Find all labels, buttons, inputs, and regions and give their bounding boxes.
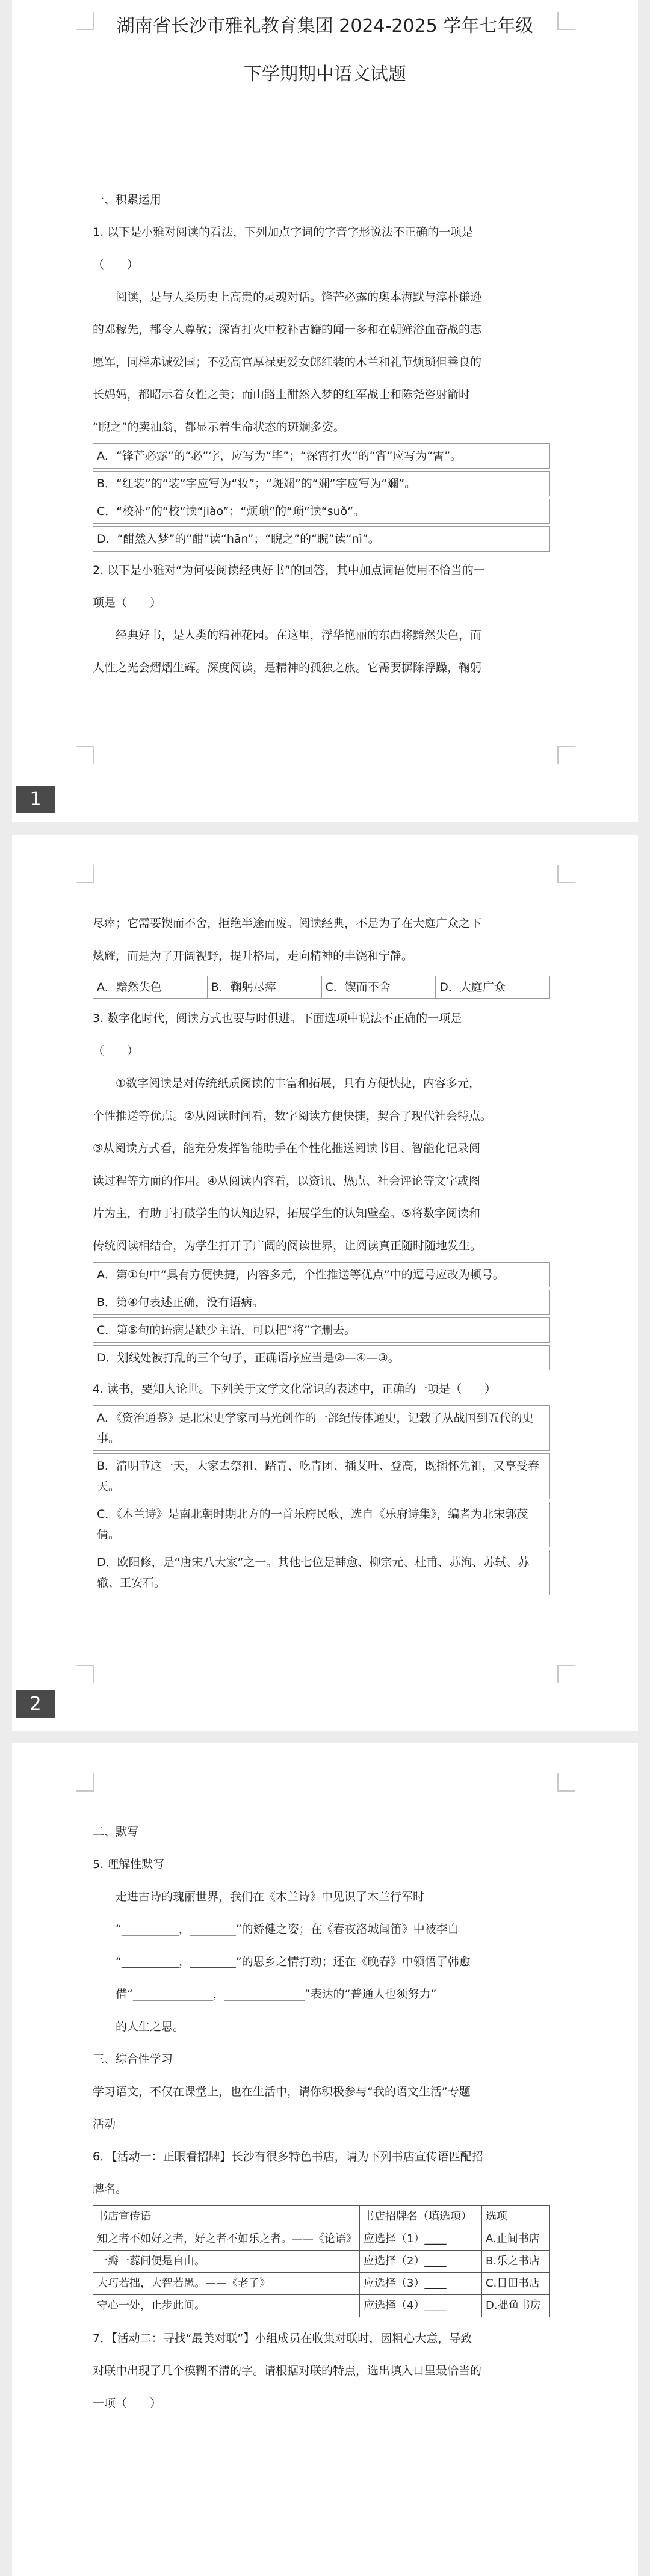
slogan-cell: 大巧若拙，大智若愚。——《老子》 xyxy=(93,2273,360,2295)
option-b: B．“红装”的“装”字应写为“妆”；“斑斓”的“斓”字应写为“斓”。 xyxy=(93,471,550,496)
crop-mark xyxy=(76,1773,94,1792)
question-3-stem: 3. 数字化时代，阅读方式也要与时俱进。下面选项中说法不正确的一项是 xyxy=(93,1012,462,1025)
dictation-line: “__________，________”的矫健之姿；在《春夜洛城闻笛》中被李白 xyxy=(116,1923,459,1936)
dictation-line: 的人生之思。 xyxy=(116,2020,185,2033)
section-intro: 活动 xyxy=(93,2118,116,2131)
option-c: C．《木兰诗》是南北朝时期北方的一首乐府民歌，选自《乐府诗集》，编者为北宋郭茂倩。 xyxy=(93,1502,550,1547)
table-header: 书店宣传语 xyxy=(93,2206,360,2228)
option-a: A．黯然失色 xyxy=(93,976,208,998)
page-number-badge: 1 xyxy=(16,786,55,813)
option-d: D．“酣然入梦”的“酣”读“hān”；“睨之”的“睨”读“nì”。 xyxy=(93,526,550,552)
option-a: A．《资治通鉴》是北宋史学家司马光创作的一部纪传体通史，记载了从战国到五代的史事。 xyxy=(93,1405,550,1451)
answer-blank[interactable]: 应选择（2）____ xyxy=(360,2251,482,2273)
table-row xyxy=(93,2273,550,2295)
page-3 xyxy=(12,1743,638,2576)
option-cell: A.止间书店 xyxy=(482,2228,550,2251)
dictation-line: 借“______________，______________”表达的“普通人也须努力” xyxy=(116,1988,437,2001)
page-1 xyxy=(12,0,638,822)
option-d: D．大庭广众 xyxy=(439,981,506,994)
option-a: A．“锋芒必露”的“必”字，应写为“毕”；“深宵打火”的“宵”应写为“霄”。 xyxy=(93,443,550,469)
option-b: B．鞠躬尽瘁 xyxy=(208,976,322,998)
passage-line: 炫耀，而是为了开阔视野，提升格局，走向精神的丰饶和宁静。 xyxy=(93,949,413,963)
question-6-stem: 牌名。 xyxy=(93,2183,128,2196)
page-3-body xyxy=(93,1816,550,2420)
section-heading: 三、综合性学习 xyxy=(93,2053,173,2066)
page-2 xyxy=(12,835,638,1731)
section-intro: 学习语文，不仅在课堂上，也在生活中，请你积极参与“我的语文生活”专题 xyxy=(93,2085,471,2098)
exam-title: 湖南省长沙市雅礼教育集团 2024-2025 学年七年级 xyxy=(116,16,534,37)
passage-line: 人性之光会熠熠生辉。深度阅读，是精神的孤独之旅。它需要摒除浮躁，鞠躬 xyxy=(93,661,482,674)
crop-mark xyxy=(557,746,575,764)
section-heading: 一、积累运用 xyxy=(93,193,162,206)
bookstore-table xyxy=(93,2205,550,2317)
passage-line: 愿军，同样赤诚爱国；不爱高官厚禄更爱女郎红装的木兰和礼节烦琐但善良的 xyxy=(93,356,482,369)
passage-line: 尽瘁；它需要锲而不舍，拒绝半途而废。阅读经典，不是为了在大庭广众之下 xyxy=(93,917,482,930)
answer-blank[interactable]: 应选择（4）____ xyxy=(360,2295,482,2317)
table-header-row xyxy=(93,2206,550,2228)
question-3-paren: （ ） xyxy=(93,1044,139,1058)
passage-line: 读过程等方面的作用。④从阅读内容看，以资讯、热点、社会评论等文字或图 xyxy=(93,1174,481,1188)
option-c: C．第⑤句的语病是缺少主语，可以把“将”字删去。 xyxy=(93,1317,550,1343)
question-4-stem: 4. 读书，要知人论世。下列关于文学文化常识的表述中，正确的一项是（ ） xyxy=(93,1382,497,1396)
passage-line: 个性推送等优点。②从阅读时间看，数字阅读方便快捷，契合了现代社会特点。 xyxy=(93,1109,492,1123)
crop-mark xyxy=(76,746,94,764)
option-c: C．锲而不舍 xyxy=(322,976,436,998)
passage-line: “睨之”的卖油翁，都显示着生命状态的斑斓多姿。 xyxy=(93,421,345,434)
question-2-stem-cont: 项是（ ） xyxy=(93,596,162,609)
passage-line: 经典好书，是人类的精神花园。在这里，浮华艳丽的东西将黯然失色，而 xyxy=(116,629,482,642)
option-d: D．欧阳修，是“唐宋八大家”之一。其他七位是韩愈、柳宗元、杜甫、苏洵、苏轼、苏辙、王安石。 xyxy=(93,1550,550,1595)
option-cell: B.乐之书店 xyxy=(482,2251,550,2273)
answer-blank[interactable]: 应选择（1）____ xyxy=(360,2228,482,2251)
table-row xyxy=(93,2251,550,2273)
question-2-stem: 2. 以下是小雅对“为何要阅读经典好书”的回答，其中加点词语使用不恰当的一 xyxy=(93,564,485,577)
passage-line: 的邓稼先，都令人尊敬；深宵打火中校补古籍的闻一多和在朝鲜浴血奋战的志 xyxy=(93,323,482,336)
page-1-body xyxy=(93,183,550,684)
passage-line: 传统阅读相结合，为学生打开了广阔的阅读世界，让阅读真正随时随地发生。 xyxy=(93,1239,482,1253)
section-heading: 二、默写 xyxy=(93,1825,139,1838)
crop-mark xyxy=(557,865,575,883)
passage-line: ①数字阅读是对传统纸质阅读的丰富和拓展，具有方便快捷，内容多元， xyxy=(116,1077,481,1090)
table-header: 选项 xyxy=(482,2206,550,2228)
crop-mark xyxy=(557,1665,575,1683)
option-a: A．第①句中“具有方便快捷，内容多元，个性推送等优点”中的逗号应改为顿号。 xyxy=(93,1262,550,1287)
option-cell: D.拙鱼书房 xyxy=(482,2295,550,2317)
passage-line: 长妈妈，都昭示着女性之美；而山路上酣然入梦的红军战士和陈尧咨射箭时 xyxy=(93,388,471,401)
page-number-badge: 2 xyxy=(16,1690,55,1718)
table-header: 书店招牌名（填选项） xyxy=(360,2206,482,2228)
question-5-stem: 5. 理解性默写 xyxy=(93,1858,165,1871)
passage-line: 阅读，是与人类历史上高贵的灵魂对话。锋芒必露的奥本海默与淳朴谦逊 xyxy=(116,291,482,304)
question-7-stem: 对联中出现了几个模糊不清的字。请根据对联的特点，选出填入口里最恰当的 xyxy=(93,2364,482,2377)
question-6-stem: 6．【活动一：正眼看招牌】长沙有很多特色书店，请为下列书店宣传语匹配招 xyxy=(93,2150,483,2163)
passage-line: ③从阅读方式看，能充分发挥智能助手在个性化推送阅读书目、智能化记录阅 xyxy=(93,1142,481,1155)
crop-mark xyxy=(76,1665,94,1683)
table-row xyxy=(93,2295,550,2317)
table-row xyxy=(93,2228,550,2251)
option-b: B．清明节这一天，大家去祭祖、踏青、吃青团、插艾叶、登高，既插怀先祖，又享受春天。 xyxy=(93,1453,550,1499)
option-d: D．划线处被打乱的三个句子，正确语序应当是②—④—③。 xyxy=(93,1345,550,1370)
slogan-cell: 一瓣一蕊间便是自由。 xyxy=(93,2251,360,2273)
option-c: C．“校补”的“校”读“jiào”；“烦琐”的“琐”读“suǒ”。 xyxy=(93,499,550,524)
passage-line: 片为主，有助于打破学生的认知边界，拓展学生的认知壁垒。⑤将数字阅读和 xyxy=(93,1207,481,1220)
slogan-cell: 守心一处，止步此间。 xyxy=(93,2295,360,2317)
option-b: B．第④句表述正确，没有语病。 xyxy=(93,1290,550,1315)
slogan-cell: 知之者不如好之者，好之者不如乐之者。——《论语》 xyxy=(93,2228,360,2251)
crop-mark xyxy=(557,1773,575,1792)
dictation-line: 走进古诗的瑰丽世界，我们在《木兰诗》中见识了木兰行军时 xyxy=(116,1890,425,1903)
dictation-line: “__________，________”的思乡之情打动；还在《晚春》中领悟了韩愈 xyxy=(116,1955,471,1968)
question-1-paren: （ ） xyxy=(93,258,139,271)
question-7-stem: 7．【活动二：寻找“最美对联”】小组成员在收集对联时，因粗心大意，导致 xyxy=(93,2332,472,2345)
option-cell: C.目田书店 xyxy=(482,2273,550,2295)
crop-mark xyxy=(76,865,94,883)
page-2-body xyxy=(93,907,550,1598)
question-1-stem: 1. 以下是小雅对阅读的看法，下列加点字词的字音字形说法不正确的一项是 xyxy=(93,226,474,239)
exam-subtitle: 下学期期中语文试题 xyxy=(244,64,406,85)
question-2-options xyxy=(93,976,550,999)
question-7-stem: 一项（ ） xyxy=(93,2397,162,2410)
answer-blank[interactable]: 应选择（3）____ xyxy=(360,2273,482,2295)
